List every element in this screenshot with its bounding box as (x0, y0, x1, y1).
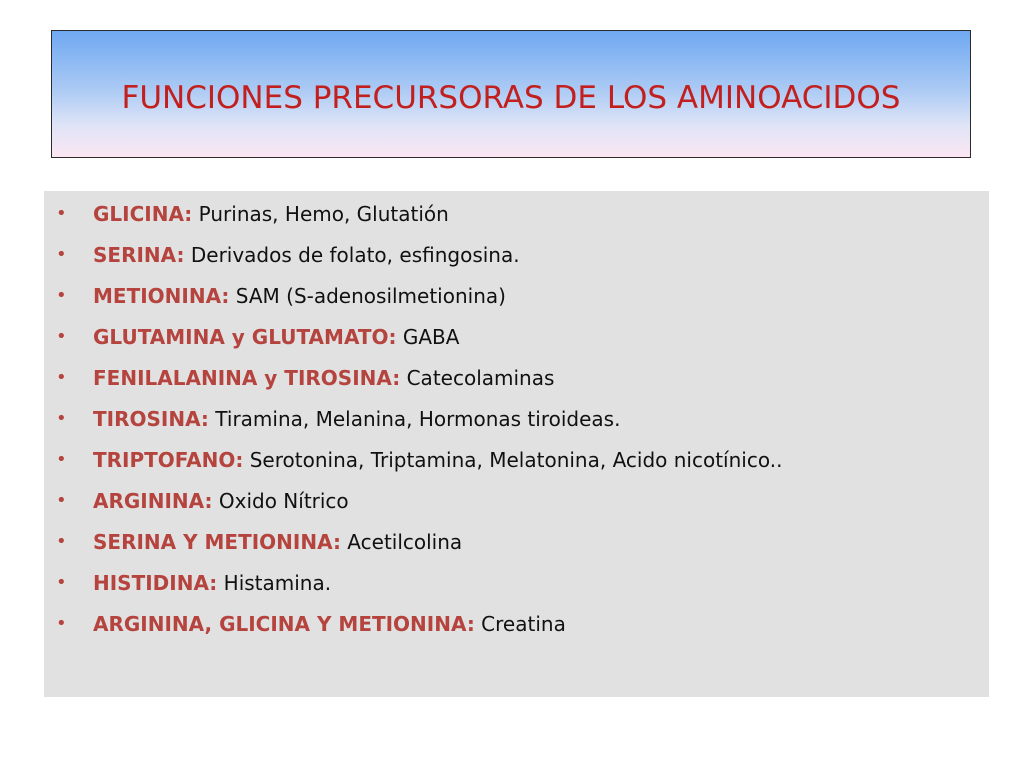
item-key: TRIPTOFANO: (93, 448, 244, 472)
bullet-icon: • (56, 408, 67, 429)
item-value: Purinas, Hemo, Glutatión (192, 202, 449, 226)
item-key: GLUTAMINA y GLUTAMATO: (93, 325, 397, 349)
item-value: GABA (396, 325, 460, 349)
bullet-icon: • (56, 326, 67, 347)
list-item (56, 489, 782, 530)
item-value: Serotonina, Triptamina, Melatonina, Acido nicotínico.. (243, 448, 783, 472)
item-value: SAM (S-adenosilmetionina) (229, 284, 506, 308)
item-value: Catecolaminas (400, 366, 555, 390)
bullet-icon: • (56, 244, 67, 265)
bullet-icon: • (56, 367, 67, 388)
item-key: SERINA Y METIONINA: (93, 530, 341, 554)
slide-title: FUNCIONES PRECURSORAS DE LOS AMINOACIDOS (121, 80, 901, 116)
bullet-icon: • (56, 203, 67, 224)
bullet-icon: • (56, 285, 67, 306)
list-item (56, 325, 782, 366)
bullet-icon: • (56, 613, 67, 634)
list-item (56, 243, 782, 284)
item-key: TIROSINA: (93, 407, 209, 431)
item-key: METIONINA: (93, 284, 230, 308)
item-key: FENILALANINA y TIROSINA: (93, 366, 401, 390)
list-item (56, 284, 782, 325)
content-panel (44, 191, 989, 697)
item-value: Derivados de folato, esfingosina. (184, 243, 520, 267)
list-item (56, 202, 782, 243)
item-value: Creatina (474, 612, 566, 636)
list-item (56, 571, 782, 612)
list-item (56, 448, 782, 489)
item-value: Acetilcolina (340, 530, 463, 554)
bullet-icon: • (56, 572, 67, 593)
item-key: ARGININA, GLICINA Y METIONINA: (93, 612, 475, 636)
item-key: GLICINA: (93, 202, 193, 226)
list-item (56, 407, 782, 448)
bullet-icon: • (56, 531, 67, 552)
item-key: ARGININA: (93, 489, 213, 513)
list-item (56, 612, 782, 653)
item-value: Oxido Nítrico (212, 489, 349, 513)
item-key: HISTIDINA: (93, 571, 218, 595)
item-value: Histamina. (217, 571, 332, 595)
bullet-icon: • (56, 490, 67, 511)
item-value: Tiramina, Melanina, Hormonas tiroideas. (208, 407, 621, 431)
list-item (56, 530, 782, 571)
list-item (56, 366, 782, 407)
bullet-list (56, 202, 782, 653)
bullet-icon: • (56, 449, 67, 470)
title-banner (51, 30, 971, 158)
item-key: SERINA: (93, 243, 185, 267)
